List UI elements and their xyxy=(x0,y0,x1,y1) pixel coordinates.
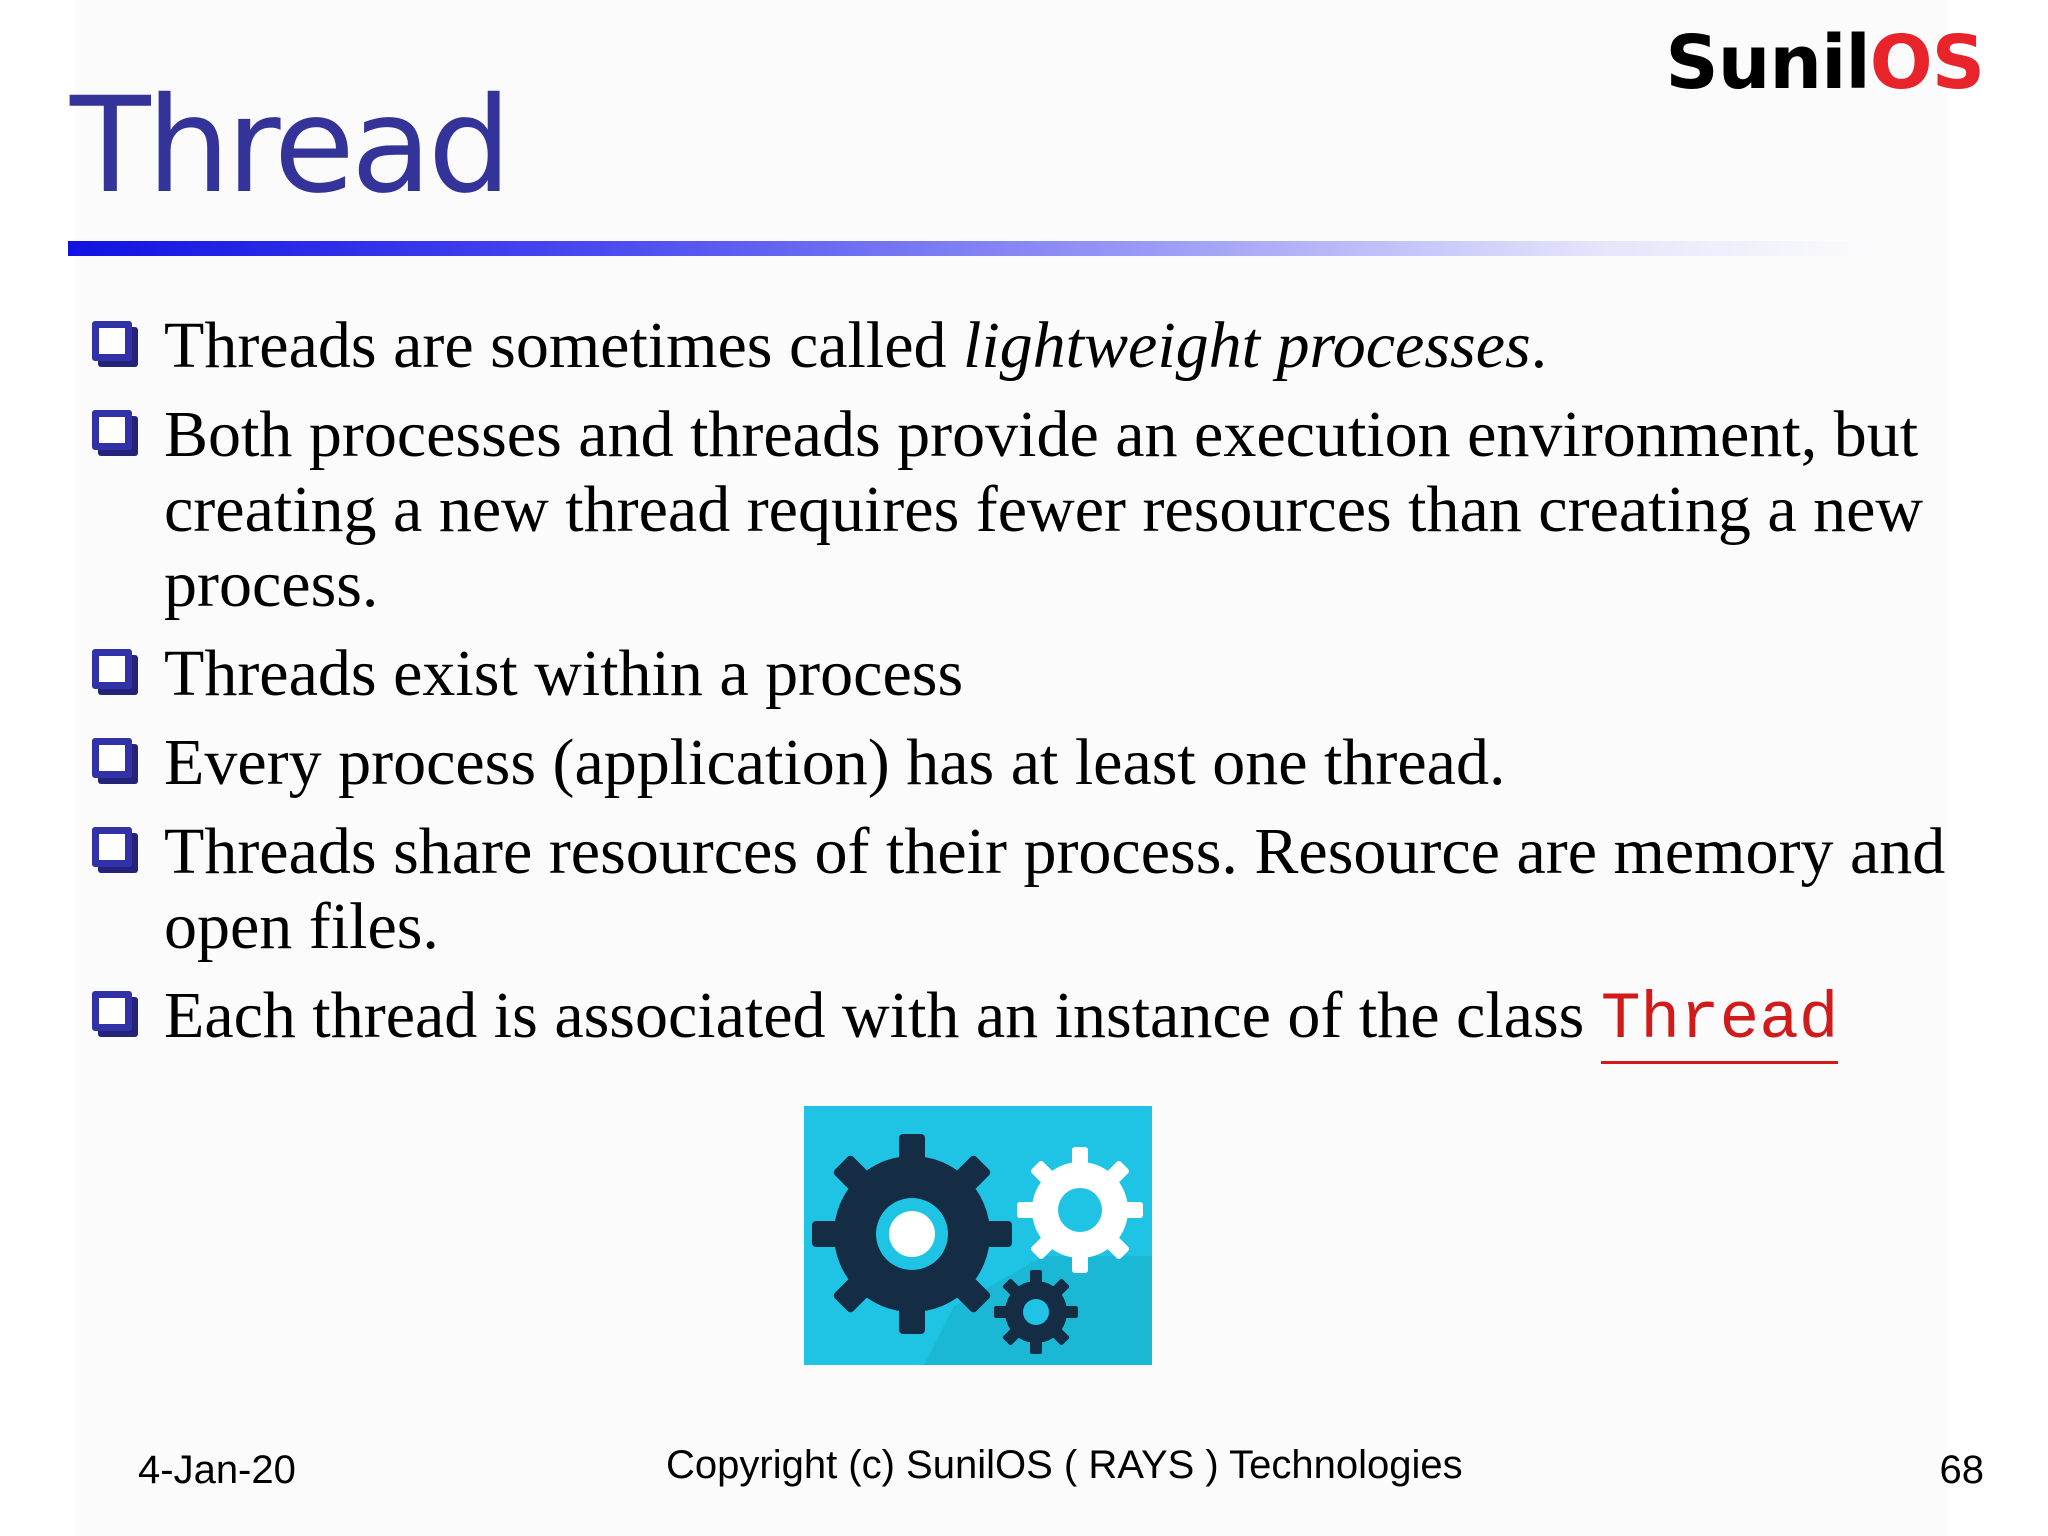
bullet-text: Every process (application) has at least one thread. xyxy=(164,726,1506,799)
bullet-text-end: . xyxy=(1530,309,1548,382)
bullet-text: Each thread is associated with an instance of the class xyxy=(164,979,1601,1052)
slide-title: Thread xyxy=(70,69,508,223)
bullet-text: Both processes and threads provide an execution environment, but creating a new thread requires fewer resources than creating a new process. xyxy=(164,398,1924,621)
bullet-list xyxy=(86,308,1966,1071)
large-gear-icon xyxy=(812,1134,1012,1334)
bullet-text: Threads exist within a process xyxy=(164,637,964,710)
logo-text-sunil: Sunil xyxy=(1665,20,1870,106)
logo-text-os: OS xyxy=(1869,20,1984,106)
footer-date: 4-Jan-20 xyxy=(138,1448,296,1492)
checkbox-bullet-icon xyxy=(92,991,132,1031)
bullet-text: Threads are sometimes called xyxy=(164,309,963,382)
gears-icon xyxy=(804,1106,1152,1365)
checkbox-bullet-icon xyxy=(92,649,132,689)
bullet-emphasis: lightweight processes xyxy=(963,309,1531,382)
bullet-item xyxy=(86,978,1966,1057)
checkbox-bullet-icon xyxy=(92,321,132,361)
bullet-item xyxy=(86,725,1966,800)
footer-page-number: 68 xyxy=(1939,1448,1984,1492)
white-gear-icon xyxy=(1017,1147,1143,1273)
bullet-item xyxy=(86,814,1966,964)
bullet-item xyxy=(86,397,1966,622)
bullet-text: Threads share resources of their process. Resource are memory and open files. xyxy=(164,815,1946,963)
bullet-item xyxy=(86,636,1966,711)
checkbox-bullet-icon xyxy=(92,410,132,450)
footer-copyright: Copyright (c) SunilOS ( RAYS ) Technologies xyxy=(666,1443,1463,1487)
checkbox-bullet-icon xyxy=(92,738,132,778)
sunilos-logo xyxy=(1665,20,1984,106)
title-underline-rule xyxy=(68,241,1868,256)
checkbox-bullet-icon xyxy=(92,827,132,867)
small-gear-icon xyxy=(994,1270,1078,1354)
bullet-item xyxy=(86,308,1966,383)
code-class-name: Thread xyxy=(1601,982,1839,1064)
